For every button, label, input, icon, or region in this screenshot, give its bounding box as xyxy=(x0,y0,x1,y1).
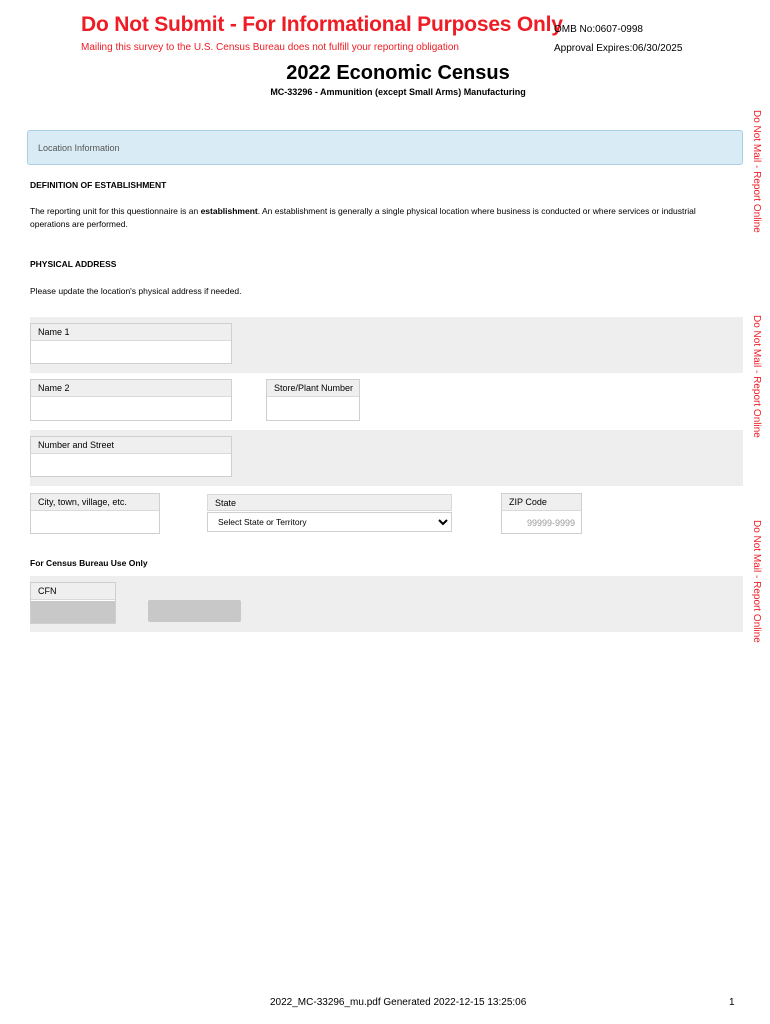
name1-field xyxy=(30,323,232,364)
side-notice-2: Do Not Mail - Report Online xyxy=(751,315,762,438)
store-plant-label: Store/Plant Number xyxy=(267,380,359,397)
name1-label: Name 1 xyxy=(31,324,231,341)
location-information-label: Location Information xyxy=(38,143,120,153)
page-subtitle: MC-33296 - Ammunition (except Small Arms) Manufacturing xyxy=(270,87,526,97)
informational-banner: Do Not Submit - For Informational Purposes Only xyxy=(81,13,563,36)
city-field xyxy=(30,493,160,534)
store-plant-field xyxy=(266,379,360,421)
zip-input[interactable] xyxy=(502,512,581,533)
cfn-label: CFN xyxy=(31,583,115,600)
reporting-obligation-notice: Mailing this survey to the U.S. Census Bureau does not fulfill your reporting obligation xyxy=(81,42,459,53)
name2-label: Name 2 xyxy=(31,380,231,397)
zip-field xyxy=(501,493,582,534)
cfn-field xyxy=(30,582,116,624)
state-field xyxy=(207,494,452,532)
physical-address-heading: PHYSICAL ADDRESS xyxy=(30,259,117,269)
state-select[interactable] xyxy=(207,512,452,532)
city-input[interactable] xyxy=(31,512,159,533)
physical-address-instruction: Please update the location's physical address if needed. xyxy=(30,286,242,296)
name1-input[interactable] xyxy=(31,342,231,363)
name2-input[interactable] xyxy=(31,398,231,420)
definition-text xyxy=(30,205,730,231)
state-label: State xyxy=(207,494,452,511)
street-field xyxy=(30,436,232,477)
census-use-heading: For Census Bureau Use Only xyxy=(30,558,148,568)
street-input[interactable] xyxy=(31,455,231,476)
name2-field xyxy=(30,379,232,421)
footer-generated-text: 2022_MC-33296_mu.pdf Generated 2022-12-15 13:25:06 xyxy=(270,997,527,1008)
city-label: City, town, village, etc. xyxy=(31,494,159,511)
definition-text-part: The reporting unit for this questionnaire is an xyxy=(30,206,201,216)
store-plant-input[interactable] xyxy=(267,398,359,420)
location-information-panel xyxy=(27,130,743,165)
omb-number: OMB No:0607-0998 xyxy=(554,24,643,35)
definition-heading: DEFINITION OF ESTABLISHMENT xyxy=(30,180,167,190)
cfn-readonly-value xyxy=(31,601,115,623)
page-title: 2022 Economic Census xyxy=(286,62,510,84)
street-label: Number and Street xyxy=(31,437,231,454)
definition-text-part: . An establishment is generally a single physical location where business is conducted or where services or industrial operations are performed. xyxy=(30,206,696,229)
cfn-row xyxy=(30,576,743,632)
page-number: 1 xyxy=(729,997,735,1008)
census-readonly-box xyxy=(148,600,241,622)
establishment-term: establishment xyxy=(200,206,258,216)
zip-label: ZIP Code xyxy=(502,494,581,511)
side-notice-1: Do Not Mail - Report Online xyxy=(751,110,762,233)
side-notice-3: Do Not Mail - Report Online xyxy=(751,520,762,643)
approval-expiration: Approval Expires:06/30/2025 xyxy=(554,43,683,54)
